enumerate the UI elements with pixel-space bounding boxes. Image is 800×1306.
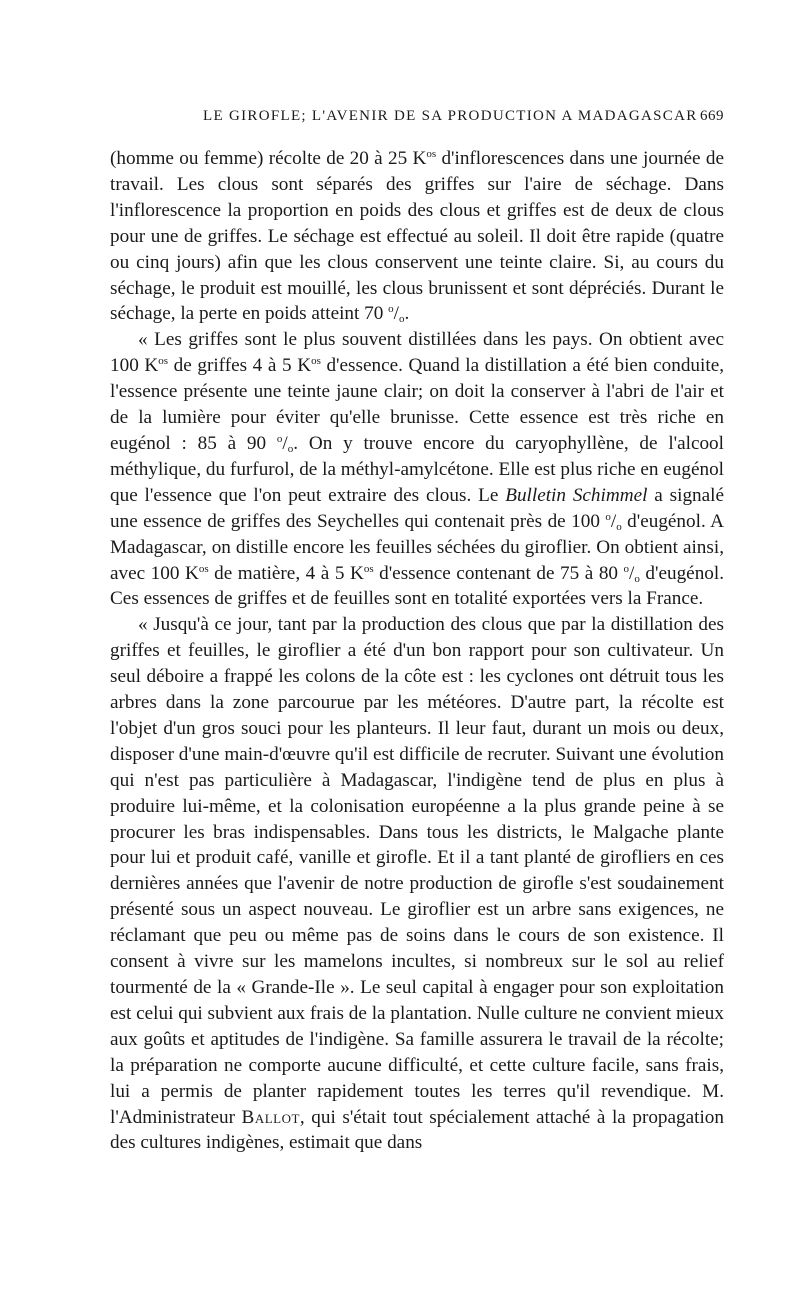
subscript: o — [398, 313, 405, 326]
superscript: os — [158, 355, 169, 368]
text-run: (homme ou femme) récolte de 20 à 25 K — [110, 148, 427, 169]
text-run: d'inflorescences dans une journée de travail. Les clous sont séparés des griffes sur l'aire de séchage. Dans l'inflorescence la proportion en poids des clous et griffes est de deux de clous pour une de griffes. Le séchage est effectué au soleil. Il doit être rapide (quatre ou cinq jours) afin que les clous conservent une teinte claire. Si, au cours du séchage, le produit est mouillé, les clous brunissent et sont dépréciés. Durant le séchage, la perte en poids atteint 70 — [110, 148, 724, 325]
text-run: d'eugénol. Ces essences de griffes et de feuilles sont en totalité exportées vers la France. — [110, 562, 725, 610]
superscript: o — [388, 303, 394, 316]
text-run: « Jusqu'à ce jour, tant par la production des clous que par la distillation des griffes et feuilles, le giroflier a été d'un bon rapport pour son cultivateur. Un seul déboire a frappé les colons de la côte est : les cyclones ont détruit tous les arbres dans la zone parcourue par les météores. D'autre part, la récolte est l'objet d'un gros souci pour les planteurs. Il leur faut, durant un mois ou deux, disposer d'une main-d'œuvre qu'il est difficile de recruter. Suivant une évolution qui n'est pas particulière à Madagascar, l'indigène tend de plus en plus à produire lui-même, et la colonisation européenne a la plus grande peine à se procurer les bras indispensables. Dans tous les districts, le Malgache plante pour lui et produit café, vanille et girofle. Et il a tant planté de girofliers en ces dernières années que l'avenir de notre production de girofle s'est soudainement présenté sous un aspect nouveau. Le giroflier est un arbre sans exigences, ne réclamant que peu ou même pas de soins dans le cours de son existence. Il consent à vivre sur les mamelons incultes, si nombreux sur le sol au relief tourmenté de la « Grande-Ile ». Le seul capital à engager pour son exploitation est celui qui subvient aux frais de la plantation. Nulle culture ne convient mieux aux goûts et aptitudes de l'indigène. Sa famille assurera le travail de la récolte; la préparation ne comporte aucune difficulté, et cette culture facile, sans frais, lui a permis de planter rapidement toutes les terres qu'il revendique. M. l'Administrateur — [110, 614, 724, 1128]
text-run: . — [404, 303, 410, 325]
page-number: 669 — [700, 108, 724, 124]
superscript: o — [605, 510, 611, 523]
person-name: Ballot — [241, 1106, 300, 1128]
text-run: d'eugénol. A Madagascar, on distille encore les feuilles séchées du giroflier. On obtient ainsi, avec 100 K — [110, 510, 724, 584]
paragraph-1 — [110, 146, 724, 327]
superscript: o — [623, 562, 630, 575]
text-run: « Les griffes sont le plus souvent distillées dans les pays. On obtient avec 100 K — [110, 329, 724, 377]
superscript: os — [426, 148, 437, 160]
text-run: . On y trouve encore du caryophyllène, de l'alcool méthylique, du furfurol, de la méthyl-amylcétone. Elle est plus riche en eugénol que l'essence que l'on peut extraire des clous. Le — [110, 432, 724, 506]
text-run: / — [282, 432, 288, 454]
text-run: / — [610, 510, 617, 532]
paragraph-2 — [110, 327, 724, 612]
text-run: / — [629, 562, 635, 584]
text-run: / — [393, 303, 399, 325]
subscript: o — [634, 572, 640, 585]
text-run: de griffes 4 à 5 K — [168, 355, 312, 377]
superscript: os — [198, 562, 209, 575]
superscript: o — [276, 432, 283, 445]
subscript: o — [616, 520, 622, 533]
text-run: d'essence contenant de 75 à 80 — [373, 562, 624, 584]
subscript: o — [287, 442, 294, 455]
body-text — [110, 146, 724, 1156]
running-title: LE GIROFLE; L'AVENIR DE SA PRODUCTION A MADAGASCAR — [203, 108, 698, 124]
paragraph-3 — [110, 612, 724, 1156]
text-run: d'essence. Quand la distillation a été bien conduite, l'essence présente une teinte jaune clair; on doit la conserver à l'abri de l'air et de la lumière pour éviter qu'elle brunisse. Cette essence est très riche en eugénol : 85 à 90 — [110, 355, 725, 454]
text-run: a signalé une essence de griffes des Seychelles qui contenait près de 100 — [110, 484, 725, 532]
text-run: de matière, 4 à 5 K — [208, 562, 364, 584]
superscript: os — [363, 562, 374, 575]
page-header — [108, 108, 724, 132]
superscript: os — [311, 355, 321, 368]
journal-title: Bulletin Schimmel — [505, 484, 648, 506]
text-run: , qui s'était tout spécialement attaché à la propagation des cultures indigènes, estimait que dans — [110, 1106, 724, 1154]
